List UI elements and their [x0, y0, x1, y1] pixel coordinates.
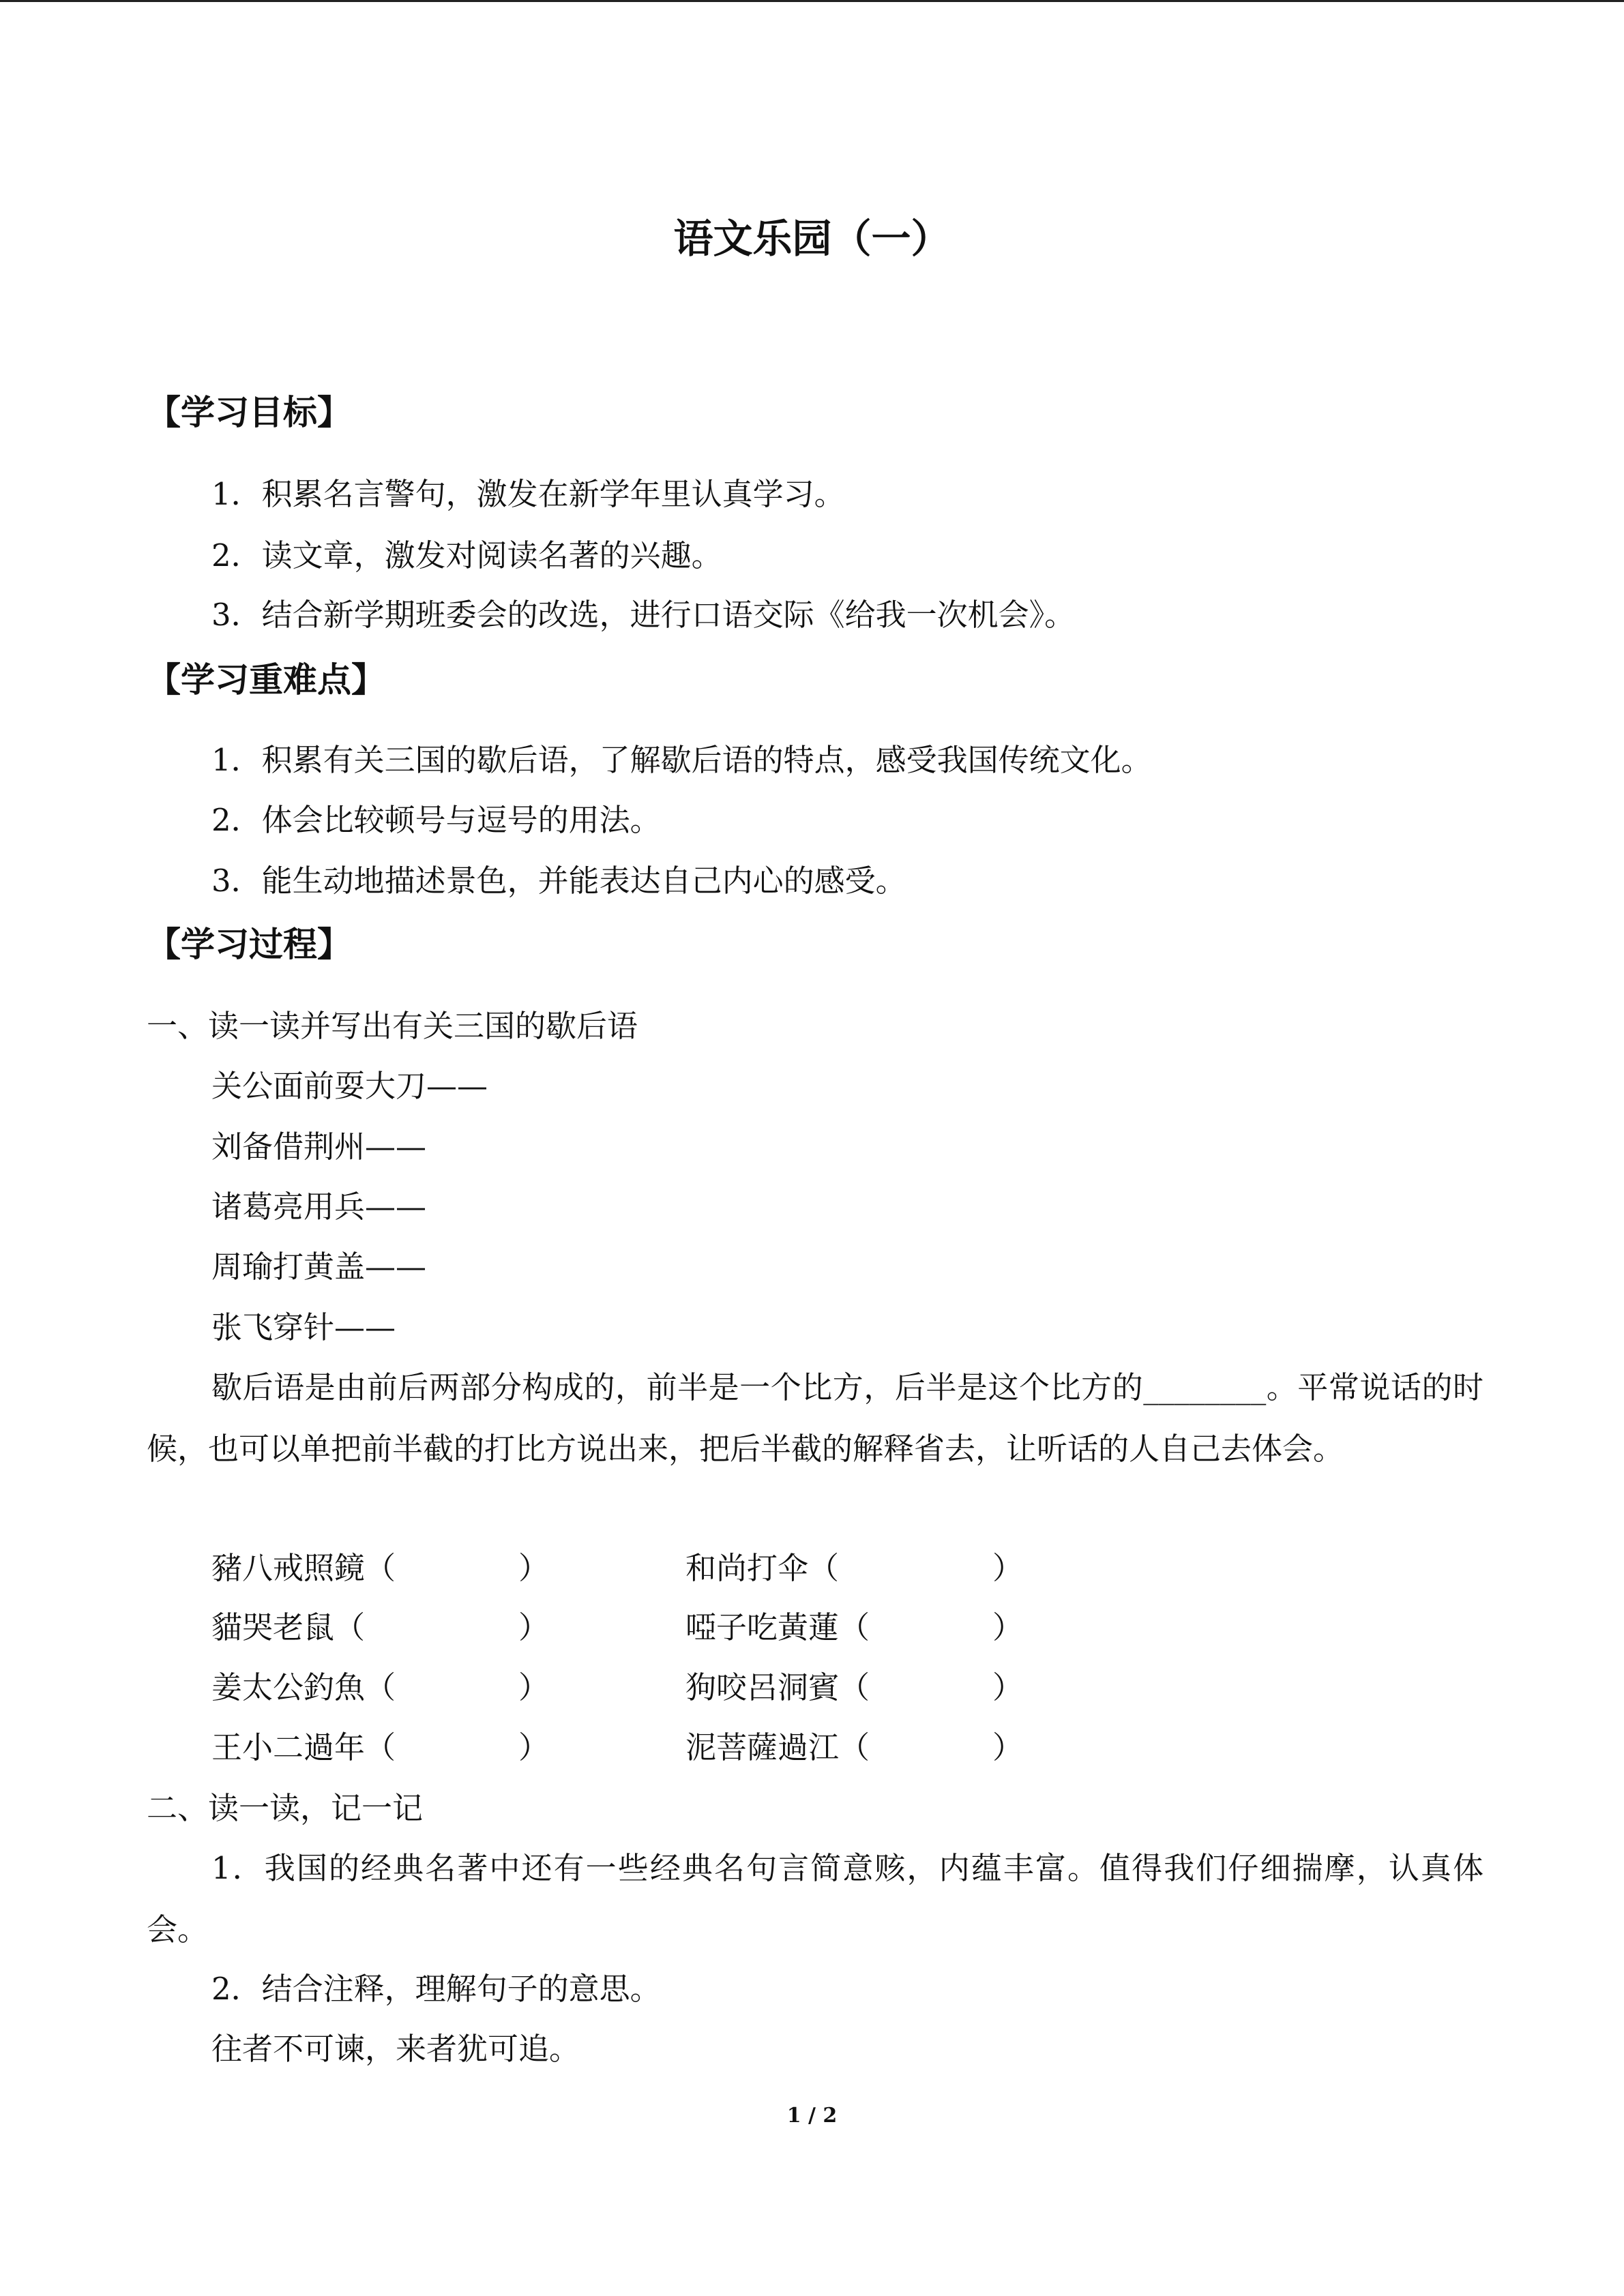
section-heading-difficulties: 【学习重难点】 [147, 660, 385, 700]
part2-title: 二、读一读，记一记 [147, 1790, 424, 1826]
part2-item-1: 1．我国的经典名著中还有一些经典名句言简意赅，内蕴丰富。值得我们仔细揣摩，认真体会。 [147, 1850, 1483, 1948]
blank-1-left: 豬八戒照鏡（ ） [211, 1550, 550, 1586]
goal-item-3: 3．结合新学期班委会的改选，进行口语交际《给我一次机会》。 [211, 597, 1076, 633]
saying-5: 张飞穿针—— [211, 1309, 396, 1345]
saying-3: 诸葛亮用兵—— [211, 1189, 427, 1225]
part2-item-2: 2．结合注释，理解句子的意思。 [211, 1971, 661, 2007]
difficulty-item-2: 2．体会比较顿号与逗号的用法。 [211, 802, 661, 838]
page-title: 语文乐园（一） [673, 215, 951, 262]
blank-2-left: 貓哭老鼠（ ） [211, 1609, 550, 1645]
blank-4-left: 王小二過年（ ） [211, 1729, 550, 1765]
goal-item-1: 1．积累名言警句，激发在新学年里认真学习。 [211, 476, 845, 512]
saying-2: 刘备借荆州—— [211, 1129, 427, 1165]
page-number: 1 / 2 [786, 2104, 838, 2128]
goal-item-2: 2．读文章，激发对阅读名著的兴趣。 [211, 537, 722, 573]
saying-1: 关公面前耍大刀—— [211, 1068, 488, 1104]
part1-title: 一、读一读并写出有关三国的歇后语 [147, 1008, 638, 1044]
blank-4-right: 泥菩薩過江（ ） [685, 1729, 1024, 1765]
top-border [0, 0, 1624, 2]
section-heading-process: 【学习过程】 [147, 925, 351, 964]
quote-line: 往者不可谏，来者犹可追。 [211, 2031, 580, 2067]
blank-2-right: 啞子吃黃蓮（ ） [685, 1609, 1024, 1645]
section-heading-goals: 【学习目标】 [147, 393, 351, 432]
explanation-paragraph: 歇后语是由前后两部分构成的，前半是一个比方，后半是这个比方的________。平常说话的时候，也可以单把前半截的打比方说出来，把后半截的解释省去，让听话的人自己去体会。 [147, 1369, 1483, 1467]
difficulty-item-1: 1．积累有关三国的歇后语，了解歇后语的特点，感受我国传统文化。 [211, 742, 1152, 778]
difficulty-item-3: 3．能生动地描述景色，并能表达自己内心的感受。 [211, 863, 906, 899]
blank-3-left: 姜太公釣魚（ ） [211, 1669, 550, 1705]
blank-3-right: 狗咬呂洞賓（ ） [685, 1669, 1024, 1705]
blank-1-right: 和尚打伞（ ） [685, 1550, 1024, 1586]
saying-4: 周瑜打黄盖—— [211, 1249, 427, 1285]
